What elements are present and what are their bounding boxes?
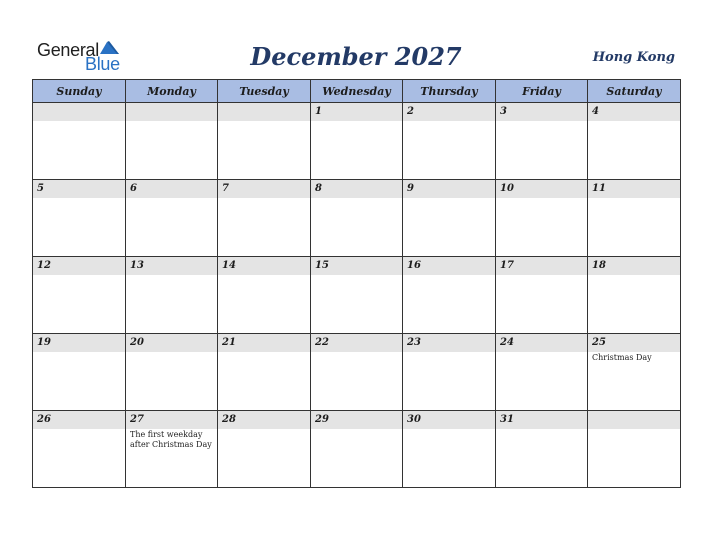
day-cell[interactable] — [588, 180, 681, 257]
week-row — [33, 180, 681, 257]
day-number: 30 — [403, 411, 495, 429]
week-row — [33, 411, 681, 488]
day-number: 25 — [588, 334, 680, 352]
weekday-header: Sunday — [33, 80, 126, 103]
weekday-header: Thursday — [403, 80, 496, 103]
region-label: Hong Kong — [592, 50, 675, 65]
day-number: 12 — [33, 257, 125, 275]
day-cell[interactable] — [311, 334, 403, 411]
day-cell[interactable] — [33, 103, 126, 180]
day-number: 9 — [403, 180, 495, 198]
logo-text-blue: Blue — [85, 54, 120, 74]
day-number: 6 — [126, 180, 217, 198]
holiday-label: Christmas Day — [592, 353, 652, 362]
day-number: 26 — [33, 411, 125, 429]
day-number: 4 — [588, 103, 680, 121]
day-number: 5 — [33, 180, 125, 198]
day-cell[interactable] — [588, 103, 681, 180]
day-cell[interactable] — [588, 257, 681, 334]
day-number: 31 — [496, 411, 587, 429]
day-cell[interactable] — [126, 103, 218, 180]
day-number: 2 — [403, 103, 495, 121]
day-cell[interactable] — [496, 334, 588, 411]
day-number: 8 — [311, 180, 402, 198]
day-number — [33, 103, 125, 121]
day-cell[interactable] — [403, 334, 496, 411]
day-cell[interactable] — [496, 103, 588, 180]
day-cell[interactable] — [403, 180, 496, 257]
day-cell[interactable] — [33, 257, 126, 334]
day-cell[interactable] — [33, 180, 126, 257]
week-row — [33, 103, 681, 180]
day-cell[interactable] — [588, 411, 681, 488]
day-cell[interactable] — [311, 257, 403, 334]
day-cell[interactable] — [588, 334, 681, 411]
day-number — [588, 411, 680, 429]
weekday-header-row — [33, 80, 681, 103]
day-number: 27 — [126, 411, 217, 429]
day-number: 21 — [218, 334, 310, 352]
day-number: 11 — [588, 180, 680, 198]
day-number: 19 — [33, 334, 125, 352]
day-cell[interactable] — [496, 411, 588, 488]
day-cell[interactable] — [126, 411, 218, 488]
week-row — [33, 257, 681, 334]
day-number: 18 — [588, 257, 680, 275]
day-cell[interactable] — [218, 411, 311, 488]
day-cell[interactable] — [311, 411, 403, 488]
holiday-label: The first weekday after Christmas Day — [130, 430, 212, 449]
day-number: 13 — [126, 257, 217, 275]
day-number: 14 — [218, 257, 310, 275]
day-number: 3 — [496, 103, 587, 121]
day-cell[interactable] — [126, 180, 218, 257]
day-number: 15 — [311, 257, 402, 275]
day-number: 16 — [403, 257, 495, 275]
day-number — [218, 103, 310, 121]
day-number: 24 — [496, 334, 587, 352]
day-cell[interactable] — [403, 411, 496, 488]
logo-text-general: General — [37, 40, 99, 60]
weekday-header: Tuesday — [218, 80, 311, 103]
day-cell[interactable] — [218, 103, 311, 180]
day-number: 29 — [311, 411, 402, 429]
day-cell[interactable] — [218, 334, 311, 411]
day-number: 20 — [126, 334, 217, 352]
day-number: 1 — [311, 103, 402, 121]
calendar-title: December 2027 — [250, 42, 462, 71]
day-cell[interactable] — [311, 180, 403, 257]
day-cell[interactable] — [218, 180, 311, 257]
day-cell[interactable] — [403, 257, 496, 334]
day-number: 10 — [496, 180, 587, 198]
weekday-header: Wednesday — [311, 80, 403, 103]
day-cell[interactable] — [33, 411, 126, 488]
day-cell[interactable] — [126, 334, 218, 411]
day-number: 23 — [403, 334, 495, 352]
weekday-header: Saturday — [588, 80, 681, 103]
day-cell[interactable] — [403, 103, 496, 180]
day-number — [126, 103, 217, 121]
day-cell[interactable] — [311, 103, 403, 180]
day-cell[interactable] — [496, 180, 588, 257]
day-number: 17 — [496, 257, 587, 275]
day-cell[interactable] — [496, 257, 588, 334]
calendar-grid — [32, 79, 681, 488]
day-number: 28 — [218, 411, 310, 429]
day-cell[interactable] — [33, 334, 126, 411]
day-cell[interactable] — [126, 257, 218, 334]
day-cell[interactable] — [218, 257, 311, 334]
weekday-header: Monday — [126, 80, 218, 103]
weekday-header: Friday — [496, 80, 588, 103]
day-number: 22 — [311, 334, 402, 352]
day-number: 7 — [218, 180, 310, 198]
week-row — [33, 334, 681, 411]
